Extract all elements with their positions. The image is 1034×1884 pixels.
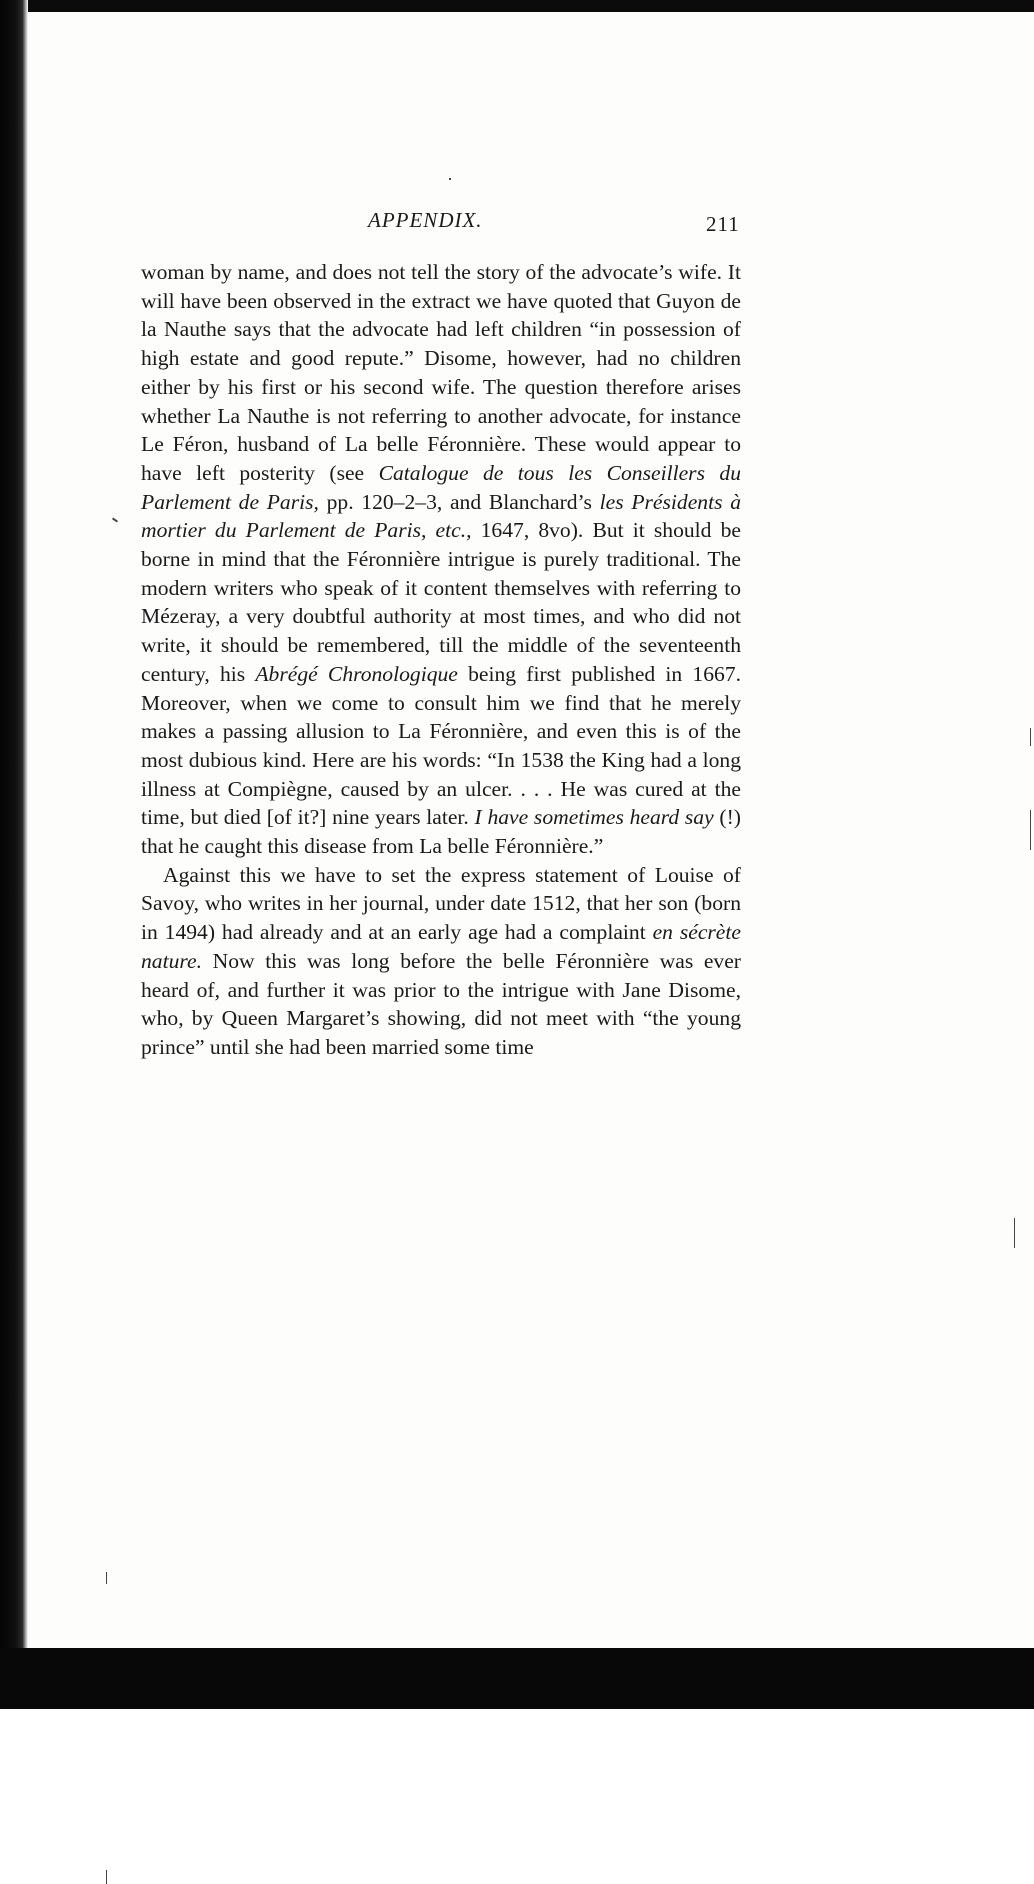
paragraph-1-italic-4: I have sometimes heard say bbox=[474, 805, 714, 830]
paragraph-1-text-2: pp. 120–2–3, and Blanchard’s bbox=[318, 489, 600, 514]
paragraph-2-italic-1: en sécrète nature. bbox=[141, 920, 741, 973]
scan-speck bbox=[1030, 728, 1031, 746]
paragraph-1-text-1: woman by name, and does not tell the story of the advocate’s wife. It will have been observed in the extract we have quoted that Guyon de la Nauthe says that the advocate had left children “in possession of high estate and good repute.” Disome, however, had no children either by his first or his second wife. The question therefore arises whether La Nauthe is not referring to another advocate, for instance Le Féron, husband of La belle Féronnière. These would appear to have left posterity (see bbox=[141, 260, 741, 485]
scan-speck bbox=[106, 1870, 107, 1884]
running-head-title: APPENDIX. bbox=[368, 208, 483, 232]
paragraph-1-italic-3: Abrégé Chronologique bbox=[255, 661, 458, 686]
scan-speck bbox=[1014, 1218, 1015, 1248]
paragraph-1-italic-1: Catalogue de tous les Conseillers du Parlement de Paris, bbox=[141, 460, 742, 514]
scan-border-left bbox=[0, 0, 28, 1709]
paragraph-1-text-5: (!) that he caught this disease from La belle Féronnière.” bbox=[141, 805, 741, 859]
scan-border-bottom bbox=[0, 1648, 1034, 1709]
scan-speck bbox=[106, 1572, 107, 1584]
paragraph-1-text-4: being first published in 1667. Moreover, when we come to consult him we find that he merely makes a passing allusion to La Féronnière, and even this is of the most dubious kind. Here are his words: “In 1538 the King had a long illness at Compiègne, caused by an ulcer. . . . He was cured at the time, but died [of it?] nine years later. bbox=[141, 661, 742, 830]
paragraph-2-text-1: Against this we have to set the express statement of Louise of Savoy, who writes in her journal, under date 1512, that her son (born in 1494) had already and at an early age had a complaint bbox=[141, 862, 741, 945]
running-head bbox=[0, 208, 1034, 236]
paragraph-2 bbox=[141, 861, 741, 1062]
paragraph-1-italic-2: les Présidents à mortier du Parlement de Paris, etc., bbox=[141, 489, 741, 543]
paragraph-1-text-3: 1647, 8vo). But it should be borne in mind that the Féronnière intrigue is purely traditional. The modern writers who speak of it content themselves with referring to Mézeray, a very doubtful authority at most times, and who did not write, it should be remembered, till the middle of the seventeenth century, his bbox=[141, 518, 741, 686]
body-text bbox=[141, 258, 741, 1062]
scan-speck bbox=[449, 178, 451, 180]
paragraph-1 bbox=[141, 258, 741, 861]
page-number: 211 bbox=[706, 212, 740, 236]
scan-border-top bbox=[0, 0, 1034, 12]
scan-speck bbox=[1030, 810, 1031, 850]
paragraph-2-text-2: Now this was long before the belle Féronnière was ever heard of, and further it was prior to the intrigue with Jane Disome, who, by Queen Margaret’s showing, did not meet with “the young prince” until she had been married some time bbox=[141, 948, 741, 1059]
